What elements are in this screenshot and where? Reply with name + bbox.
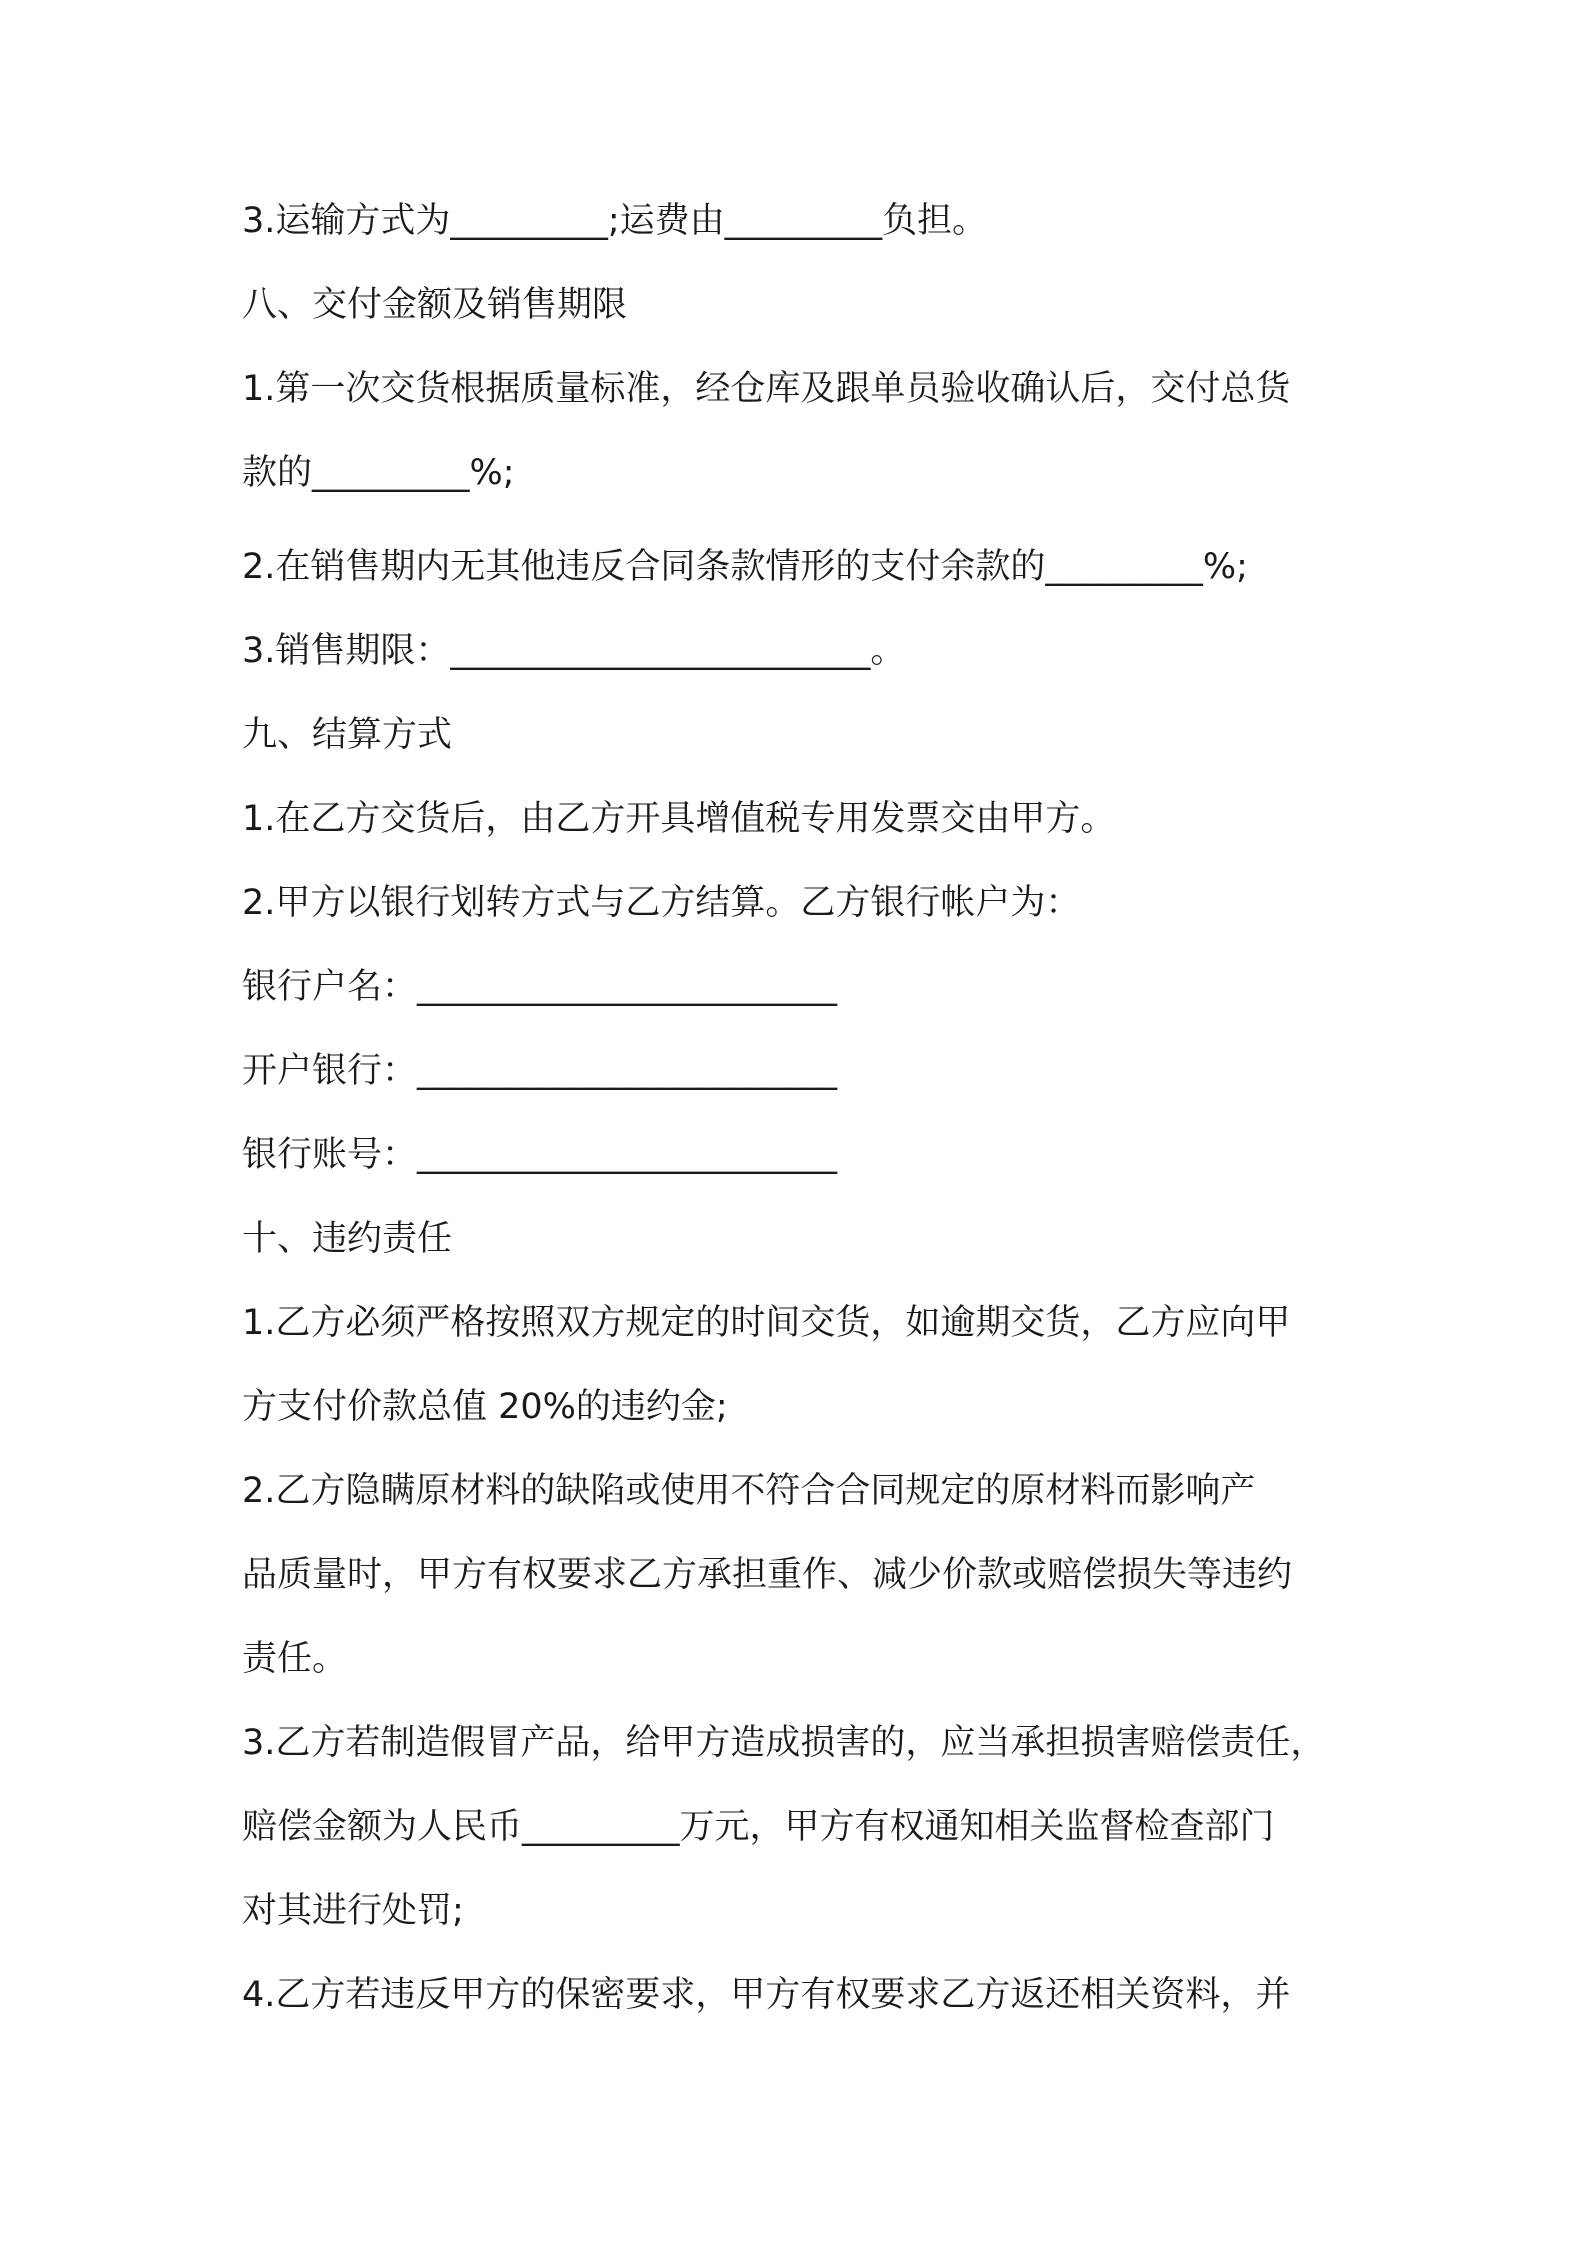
sales-period-clause: 3.销售期限：________________________。 <box>242 631 906 671</box>
settlement-clause-1: 1.在乙方交货后，由乙方开具增值税专用发票交由甲方。 <box>242 799 1116 839</box>
bank-account-number: 银行账号：________________________ <box>242 1135 838 1175</box>
liability-clause-1-line-2: 方支付价款总值 20%的违约金; <box>242 1387 728 1427</box>
liability-clause-3-line-2: 赔偿金额为人民币_________万元，甲方有权通知相关监督检查部门 <box>242 1807 1275 1847</box>
liability-clause-3-line-1: 3.乙方若制造假冒产品，给甲方造成损害的，应当承担损害赔偿责任， <box>242 1723 1326 1763</box>
payment-clause-1-line-2: 款的_________%; <box>242 453 515 493</box>
liability-clause-4-line-1: 4.乙方若违反甲方的保密要求，甲方有权要求乙方返还相关资料，并 <box>242 1975 1291 2015</box>
liability-clause-1-line-1: 1.乙方必须严格按照双方规定的时间交货，如逾期交货，乙方应向甲 <box>242 1303 1291 1343</box>
settlement-clause-2: 2.甲方以银行划转方式与乙方结算。乙方银行帐户为： <box>242 883 1081 923</box>
section-heading-settlement: 九、结算方式 <box>242 715 453 755</box>
contract-page <box>242 196 1362 2020</box>
payment-clause-2: 2.在销售期内无其他违反合同条款情形的支付余款的_________%; <box>242 547 1248 587</box>
bank-account-name: 银行户名：________________________ <box>242 967 838 1007</box>
liability-clause-2-line-2: 品质量时，甲方有权要求乙方承担重作、减少价款或赔偿损失等违约 <box>242 1555 1293 1595</box>
section-heading-liability: 十、违约责任 <box>242 1219 453 1259</box>
liability-clause-2-line-1: 2.乙方隐瞒原材料的缺陷或使用不符合合同规定的原材料而影响产 <box>242 1471 1256 1511</box>
liability-clause-3-line-3: 对其进行处罚; <box>242 1891 464 1931</box>
section-heading-payment: 八、交付金额及销售期限 <box>242 285 628 325</box>
transport-clause: 3.运输方式为_________;运费由_________负担。 <box>242 201 988 241</box>
payment-clause-1-line-1: 1.第一次交货根据质量标准，经仓库及跟单员验收确认后，交付总货 <box>242 369 1291 409</box>
liability-clause-2-line-3: 责任。 <box>242 1639 348 1679</box>
bank-name: 开户银行：________________________ <box>242 1051 838 1091</box>
